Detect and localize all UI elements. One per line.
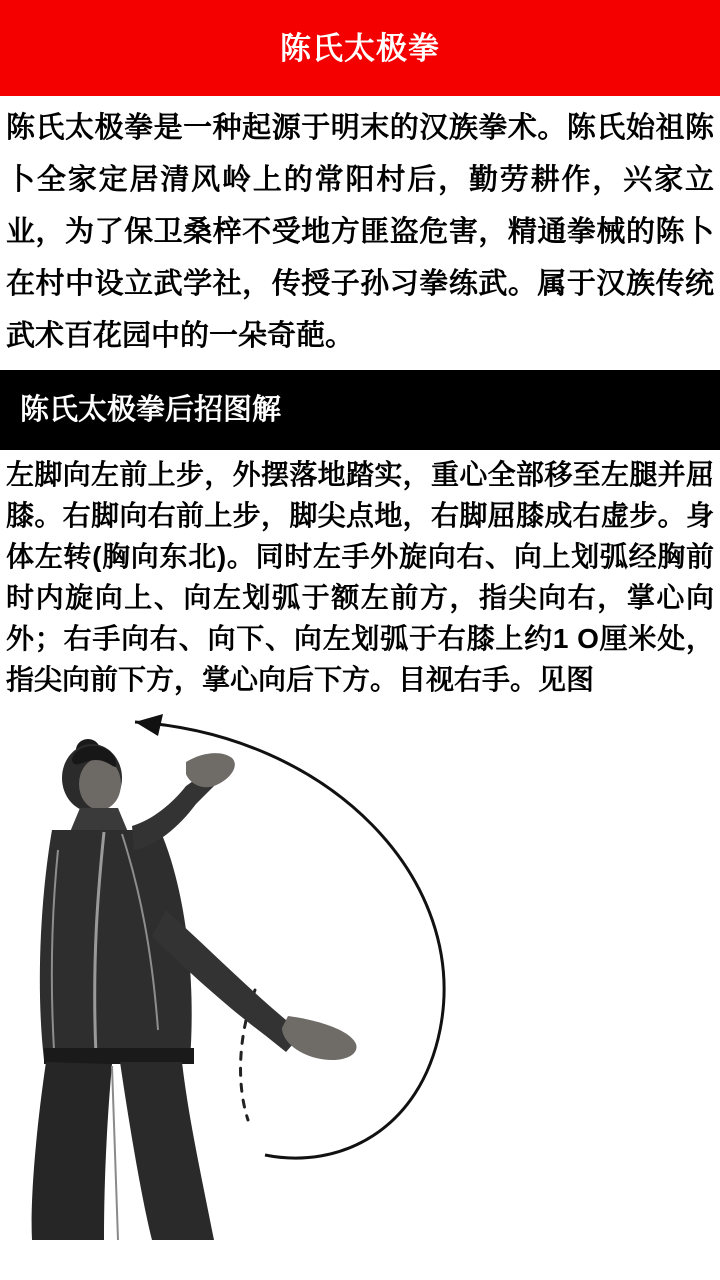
intro-section xyxy=(0,96,720,362)
taichi-posture-photo xyxy=(0,700,720,1240)
section-header-label: 陈氏太极拳后招图解 xyxy=(20,393,282,426)
body-paragraph: 左脚向左前上步，外摆落地踏实，重心全部移至左腿并屈膝。右脚向右前上步，脚尖点地，右脚屈膝成右虚步。身体左转(胸向东北)。同时左手外旋向右、向上划弧经胸前时内旋向上、向左划弧于额左前方，指尖向右，掌心向外；右手向右、向下、向左划弧于右膝上约1 O厘米处，指尖向前下方，掌心向后下方。目视右手。见图 xyxy=(6,459,714,695)
title-bar xyxy=(0,0,720,96)
body-section xyxy=(0,450,720,700)
section-header-bar xyxy=(0,370,720,450)
illustration-area xyxy=(0,700,720,1280)
intro-paragraph: 陈氏太极拳是一种起源于明末的汉族拳术。陈氏始祖陈卜全家定居清风岭上的常阳村后，勤劳耕作，兴家立业，为了保卫桑梓不受地方匪盗危害，精通拳械的陈卜在村中设立武学社，传授子孙习拳练武。属于汉族传统武术百花园中的一朵奇葩。 xyxy=(6,112,714,352)
page-title: 陈氏太极拳 xyxy=(280,30,440,66)
